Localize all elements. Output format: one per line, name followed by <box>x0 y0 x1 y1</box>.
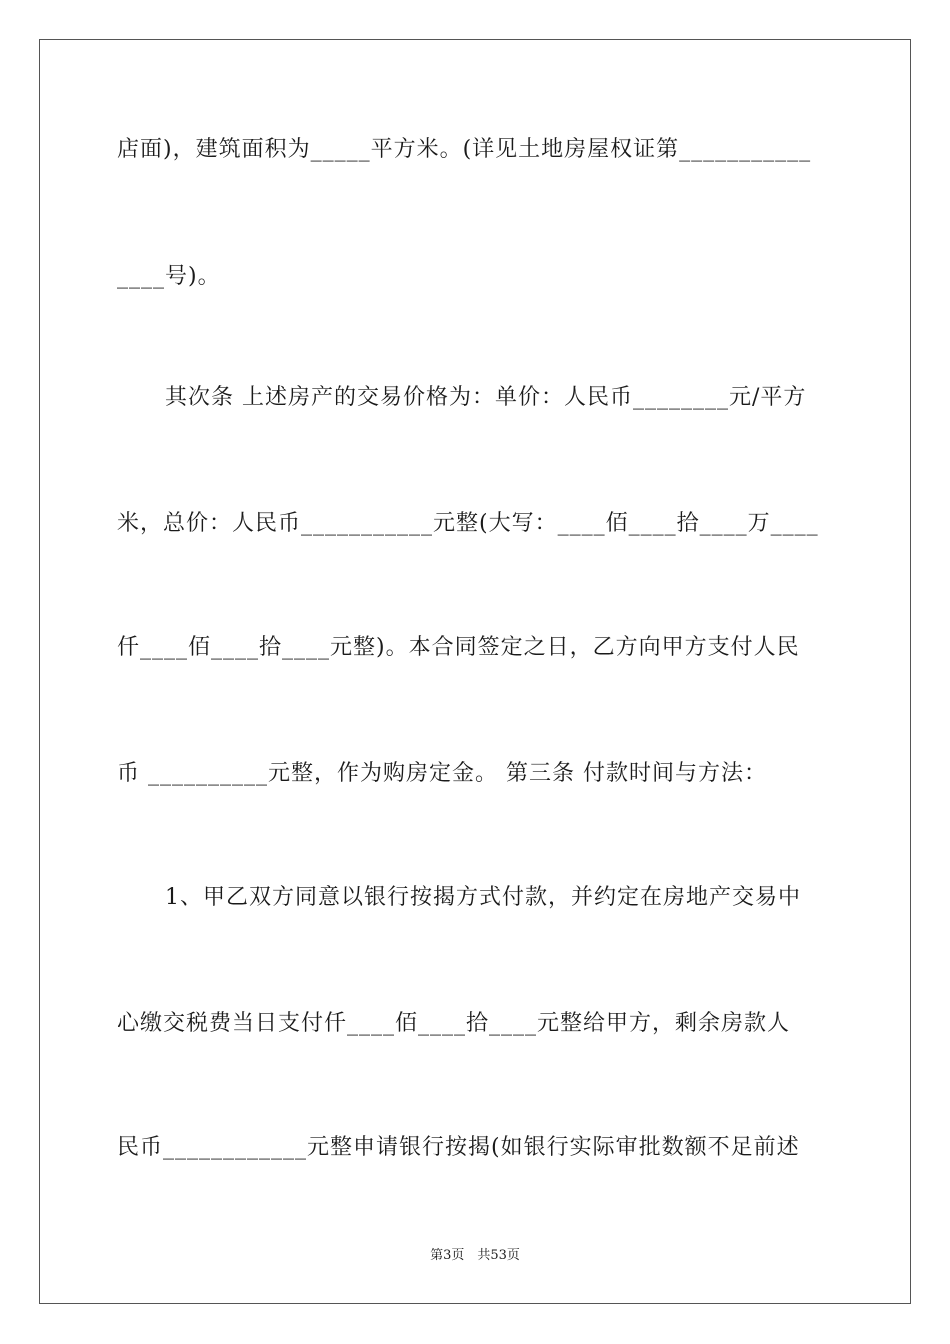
page-border <box>39 39 911 1304</box>
paragraph-line-4: 米，总价：人民币___________元整(大写：____佰____拾____万____ <box>117 511 819 536</box>
paragraph-line-5: 仟____佰____拾____元整)。本合同签定之日，乙方向甲方支付人民 <box>117 635 800 660</box>
page-number-footer: 第3页 共53页 <box>430 1248 520 1263</box>
paragraph-line-8: 心缴交税费当日支付仟____佰____拾____元整给甲方，剩余房款人 <box>117 1011 791 1036</box>
paragraph-line-7: 1、甲乙双方同意以银行按揭方式付款，并约定在房地产交易中 <box>165 885 801 910</box>
paragraph-line-3: 其次条 上述房产的交易价格为：单价：人民币________元/平方 <box>165 385 807 410</box>
paragraph-line-1: 店面)，建筑面积为_____平方米。(详见土地房屋权证第___________ <box>117 137 812 162</box>
paragraph-line-9: 民币____________元整申请银行按揭(如银行实际审批数额不足前述 <box>117 1135 800 1160</box>
paragraph-line-6: 币 __________元整，作为购房定金。 第三条 付款时间与方法： <box>117 761 767 786</box>
paragraph-line-2: ____号)。 <box>117 264 221 289</box>
